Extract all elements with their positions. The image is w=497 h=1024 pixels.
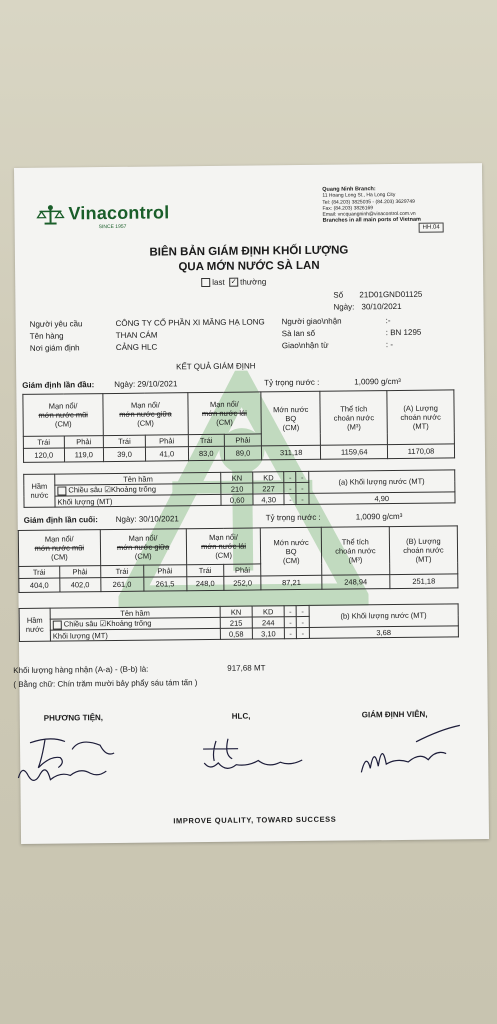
table-cell: - [297,616,309,627]
table-cell: 1170,08 [388,444,455,459]
table-cell: Khối lượng (MT) [50,628,220,641]
signature-hlc-icon [198,730,319,781]
result-value: 917,68 MT [227,663,266,673]
table-cell [321,527,390,576]
cell-text [23,390,454,437]
cell-text: mớn nước mũi [34,543,85,553]
cell-text: (CM) [54,419,72,429]
company-since: SINCE 1957 [98,223,127,231]
table-cell: (a) Khối lượng nước (MT) [308,470,455,494]
table-cell: - [296,482,308,493]
table-cell: Trái [100,565,143,577]
table-cell: 0,58 [220,628,252,639]
table-cell: 87,21 [261,575,322,590]
so-label: Số [333,290,344,300]
table-cell: 210 [221,483,253,494]
cell-text: (M³) [347,422,361,432]
first-draft-table [22,389,455,463]
sign-phuong-tien: PHƯƠNG TIỆN, [43,713,104,723]
scale-logo-icon [36,204,64,224]
doc-title-line2: QUA MỚN NƯỚC SÀ LAN [178,259,320,274]
table-cell: 311,18 [261,445,320,460]
last-survey-date: Ngày: 30/10/2021 [115,514,179,524]
form-code: HH.04 [419,223,444,233]
table-cell [100,529,186,566]
cell-text: (CM) [215,550,233,560]
cell-text [53,620,62,629]
table-cell: KN [220,606,252,617]
table-cell: Chiều sâu ☑Khoảng trống [55,483,222,496]
cell-text: choán nước [400,412,441,422]
table-cell: 261,0 [100,577,143,591]
table-cell: Tên hầm [50,606,220,619]
last-density-value: 1,0090 g/cm³ [355,511,403,522]
nguoi-giao-nhan-label: Người giao\nhận [281,316,342,327]
table-cell: (b) Khối lượng nước (MT) [309,604,459,628]
cell-text: choán nước [333,413,375,423]
thuong-label: thường [240,277,267,287]
table-cell: 39,0 [104,447,146,461]
doc-title-line1: BIÊN BẢN GIÁM ĐỊNH KHỐI LƯỢNG [149,244,349,259]
cell-text: mớn nước lái [201,541,247,552]
table-cell: Trái [19,566,60,578]
table-cell [188,392,262,435]
noi-giam-dinh-label: Nơi giám định [29,343,80,353]
company-name: Vinacontrol [68,202,170,224]
branch-ports: Branches in all main ports of Vietnam [322,217,421,225]
table-cell: - [284,483,296,494]
cell-text: nước [25,624,44,634]
cell-text: Mớn nước [273,537,309,548]
table-cell: - [284,494,296,505]
table-cell [19,608,50,641]
table-cell: - [296,471,308,482]
table-cell: 4,30 [253,494,285,505]
ket-qua-heading: KẾT QUẢ GIÁM ĐỊNH [176,361,256,372]
cell-text: (M³) [348,555,363,565]
branch-email: Email: vncquangninh@vinacontrol.com.vn [322,210,416,218]
table-cell [24,474,55,507]
cell-text: Mạn nổi/ [130,400,160,410]
cell-text: Chiều sâu [68,485,103,495]
table-cell: 252,0 [224,576,262,590]
first-survey-date: Ngày: 29/10/2021 [114,379,178,389]
cell-text: (MT) [412,421,429,431]
nguoi-yeu-cau-value: CÔNG TY CỔ PHẦN XI MĂNG HẠ LONG [115,317,265,328]
ten-hang-value: THAN CÁM [115,330,158,340]
cell-text: nước [30,490,49,500]
table-cell [320,391,387,446]
table-cell [261,391,321,446]
table-cell: 1159,64 [321,445,388,460]
cell-text: mớn nước giữa [119,409,172,419]
table-cell: - [284,628,296,639]
branch-title: Quang Ninh Branch: [322,186,376,193]
table-cell: KN [221,472,253,483]
first-density-value: 1,0090 g/cm³ [354,376,402,387]
cell-text: (A) Lượng [403,403,438,413]
first-survey-label: Giám định lần đầu: [22,380,95,390]
nguoi-yeu-cau-label: Người yêu cầu [29,319,83,329]
first-ballast-table [23,469,455,508]
so-value: 21D01GND01125 [359,289,423,300]
cell-text: Mạn nổi/ [209,532,238,542]
branch-fax: Fax: (84.203) 3826169 [322,205,374,212]
cell-text: (CM) [137,418,154,428]
last-survey-label: Giám định lần cuối: [23,515,98,525]
signature-giam-dinh-vien-icon [356,721,467,784]
table-cell: - [284,606,296,617]
table-cell: - [297,627,309,638]
table-cell: 244 [252,617,284,628]
cell-text: Thể tích [341,537,369,547]
last-ballast-table [19,603,459,642]
table-cell: 89,0 [224,446,261,460]
cell-text: Thể tích [340,404,368,414]
table-cell: 248,0 [186,576,224,590]
sign-hlc: HLC, [231,711,251,721]
cell-text: mớn nước giữa [116,542,170,552]
first-density-label: Tỷ trọng nước : [264,377,320,388]
ngay-label: Ngày: [333,302,355,312]
table-cell: KD [252,606,284,617]
cell-text: Khoảng trống [106,618,152,629]
mode-options [201,277,266,287]
noi-giam-dinh-value: CẢNG HLC [115,342,158,352]
table-cell [103,393,188,436]
last-density-label: Tỷ trọng nước : [265,512,321,523]
table-cell: 402,0 [60,578,101,592]
cell-text: mớn nước lái [201,408,247,419]
table-cell: 83,0 [188,446,224,460]
last-checkbox[interactable] [201,278,210,287]
table-cell: 0,60 [221,494,253,505]
cell-text: choán nước [335,546,376,556]
table-cell: Phải [224,434,261,446]
table-cell [389,526,458,575]
table-cell: - [296,605,308,616]
table-cell: - [284,617,296,628]
company-logo [36,202,169,224]
table-cell: Tên hầm [55,472,222,485]
last-label: last [212,277,225,287]
cell-text: choán nước [403,545,444,555]
ngay-value: 30/10/2021 [361,301,402,312]
table-cell: Trái [188,434,224,446]
table-cell: Chiều sâu ☑Khoảng trống [50,617,220,630]
cell-text: (B) Lượng [406,536,441,546]
cell-text: (CM) [282,556,300,566]
cell-text: Mạn nổi/ [44,534,74,544]
table-cell: 119,0 [64,448,104,462]
table-cell: Trái [23,436,64,448]
sa-lan-so-label: Sà lan số [281,328,316,339]
cell-text: (CM) [282,423,300,433]
result-label: Khối lượng hàng nhận (A-a) - (B-b) là: [13,664,149,676]
cell-text: Mạn nổi/ [128,533,158,543]
giao-nhan-tu-value: : - [385,340,394,350]
table-cell: Phải [59,566,100,578]
cell-text: Chiều sâu [63,619,98,629]
giao-nhan-tu-label: Giao\nhận từ [281,340,329,351]
table-cell: Phải [224,564,261,576]
table-cell: 404,0 [19,578,60,592]
cell-text: (CM) [134,551,152,561]
nguoi-giao-nhan-value: :- [385,316,391,326]
table-cell: Khối lượng (MT) [55,494,222,507]
table-cell: - [296,493,308,504]
table-cell: KD [253,472,285,483]
cell-text: BQ [285,414,297,424]
table-cell: 3,10 [252,628,284,639]
table-cell [387,390,454,445]
sign-giam-dinh-vien: GIÁM ĐỊNH VIÊN, [361,709,428,720]
cell-text: Mớn nước [273,404,309,415]
table-cell: 3,68 [309,626,458,639]
ten-hang-label: Tên hàng [29,331,64,341]
cell-text [57,486,66,495]
amount-in-words: ( Bằng chữ: Chín trăm mười bảy phẩy sáu tám tấn ) [13,678,198,690]
cell-text: Mạn nổi/ [48,401,78,411]
last-draft-table [18,525,459,593]
table-cell: 120,0 [23,448,64,462]
table-cell: Phải [145,435,188,447]
cell-text: (MT) [415,554,432,564]
cell-text [18,526,457,567]
table-cell [18,530,100,567]
table-cell: 41,0 [145,447,188,461]
cell-text: Hầm [26,615,43,625]
cell-text: BQ [285,547,297,557]
cell-text: Hầm [31,481,48,491]
table-cell: Trái [186,564,223,576]
table-cell: 261,5 [143,577,186,591]
branch-address: 11 Hoang Long St., Ha Long City [322,192,396,200]
slogan: IMPROVE QUALITY, TOWARD SUCCESS [173,814,337,826]
table-cell [23,394,104,437]
sa-lan-so-value: : BN 1295 [385,327,422,338]
table-cell [261,527,322,576]
thuong-checkbox[interactable]: ✓ [230,279,237,287]
document-page [14,163,489,844]
table-cell [186,528,261,565]
table-cell: 4,90 [308,492,455,505]
cell-text: mớn nước mũi [38,410,88,420]
table-cell: Phải [64,436,104,448]
cell-text: (CM) [50,552,68,562]
cell-text: (CM) [216,417,233,427]
cell-text: Mạn nổi/ [209,399,239,409]
branch-tel: Tel: (84.203) 3825035 - (84.203) 3629749 [322,198,415,206]
table-cell: Phải [143,565,186,577]
table-cell: 251,18 [390,574,458,589]
table-cell: 248,94 [322,575,390,590]
signature-phuong-tien-icon [10,727,141,798]
cell-text: Khoảng trống [110,484,157,495]
table-cell: Trái [103,435,145,447]
table-cell: 215 [220,617,252,628]
table-cell: - [284,472,296,483]
table-cell: 227 [253,483,285,494]
branch-info [322,185,472,224]
